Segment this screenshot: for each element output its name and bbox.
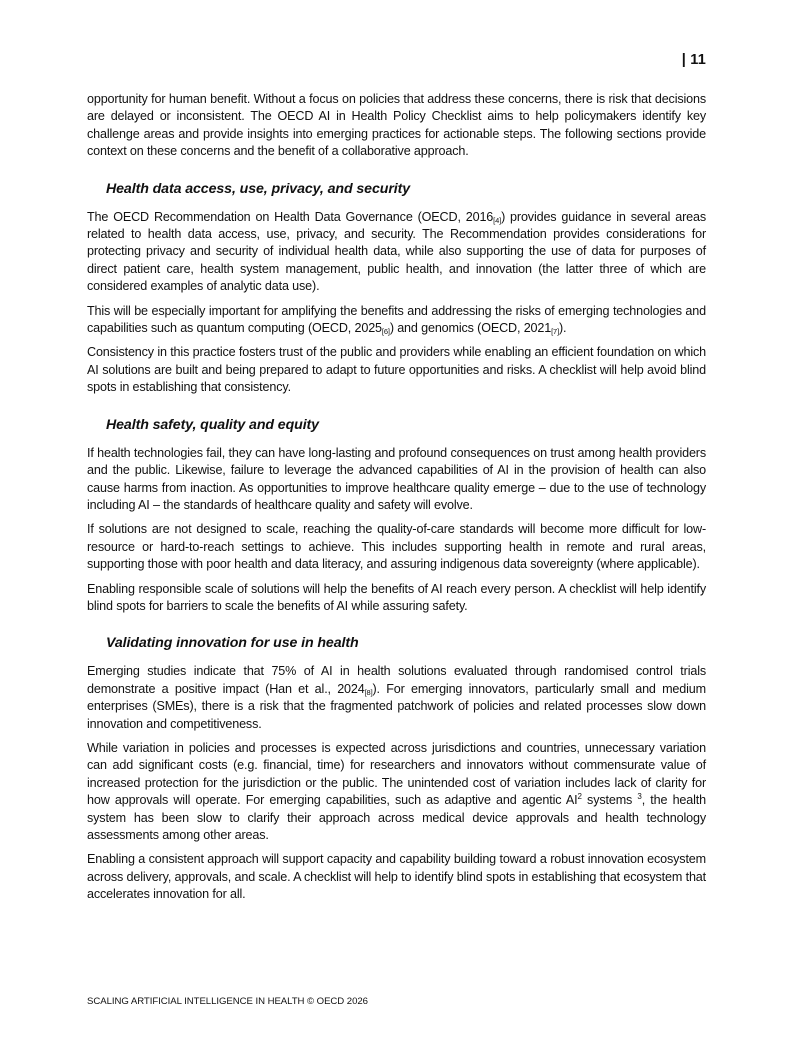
paragraph: If solutions are not designed to scale, reaching the quality-of-care standards will become more difficult for low-resource or hard-to-reach settings to achieve. This includes supporting health in remote and rural areas, supporting those with poor health and data literacy, and assuring indigenous data sovereignty (where applicable). bbox=[87, 522, 706, 572]
paragraph bbox=[87, 740, 706, 844]
reference-link[interactable]: [7] bbox=[551, 327, 559, 337]
text: ) and genomics (OECD, 2021 bbox=[389, 321, 552, 336]
paragraph: Consistency in this practice fosters trust of the public and providers while enabling an efficient foundation on which AI solutions are built and being prepared to adapt to future opportunities and risks. A checklist will help avoid blind spots in establishing that consistency. bbox=[87, 345, 706, 395]
section-heading-validating-innovation: Validating innovation for use in health bbox=[106, 635, 359, 652]
paragraph bbox=[87, 209, 706, 296]
text: ) provides guidance in several areas related to health data access, use, privacy, and security. The Recommendation provides considerations for protecting privacy and security of individual health data, while also supporting the use of data for purposes of direct patient care, health system management, public health, and innovation (the latter three of which are considered examples of analytic data use). bbox=[87, 209, 706, 294]
paragraph bbox=[87, 303, 706, 338]
reference-link[interactable]: [6] bbox=[381, 327, 390, 337]
paragraph: Enabling responsible scale of solutions will help the benefits of AI reach every person. A checklist will help identify blind spots for barriers to scale the benefits of AI while assuring safety. bbox=[87, 581, 706, 613]
text: ). For emerging innovators, particularly small and medium enterprises (SMEs), there is a risk that the fragmented patchwork of policies and related processes slow down innovation and competitiveness. bbox=[87, 681, 706, 731]
reference-link[interactable]: [4] bbox=[493, 215, 502, 225]
text: While variation in policies and processes is expected across jurisdictions and countries, unnecessary variation can add significant costs (e.g. financial, time) for researchers and innovators without commensurate value of increased protection for the jurisdiction or the public. The unintended cost of variation includes lack of clarity for how approvals will operate. For emerging capabilities, such as adaptive and agentic AI bbox=[87, 740, 706, 808]
section-heading-data-governance: Health data access, use, privacy, and security bbox=[106, 180, 410, 197]
page-number: | 11 bbox=[681, 52, 706, 68]
section-heading-safety-quality: Health safety, quality and equity bbox=[106, 416, 319, 433]
footnote-link[interactable]: 3 bbox=[637, 792, 642, 802]
intro-paragraph: opportunity for human benefit. Without a focus on policies that address these concerns, there is risk that decisions are delayed or inconsistent. The OECD AI in Health Policy Checklist aims to help policymakers identify key challenge areas and provide insights into emerging practices for actionable steps. The following sections provide context on these concerns and the benefit of a collaborative approach. bbox=[87, 92, 706, 159]
reference-link[interactable]: [8] bbox=[364, 687, 373, 697]
text: Emerging studies indicate that 75% of AI in health solutions evaluated through randomised control trials demonstrate a positive impact (Han et al., 2024 bbox=[87, 664, 706, 696]
text: , the health system has been slow to clarify their approach across medical device approvals and health technology assessments among other areas. bbox=[87, 793, 706, 842]
text: ). bbox=[559, 321, 567, 336]
text: The OECD Recommendation on Health Data Governance (OECD, 2016 bbox=[87, 209, 494, 224]
paragraph bbox=[87, 663, 706, 733]
paragraph: Enabling a consistent approach will support capacity and capability building toward a robust innovation ecosystem across delivery, approvals, and scale. A checklist will help to identify blind spots in establishing that ecosystem that accelerates innovation for all. bbox=[87, 852, 706, 902]
page-body bbox=[87, 91, 706, 911]
paragraph: If health technologies fail, they can have long-lasting and profound consequences on trust among health providers and the public. Likewise, failure to leverage the advanced capabilities of AI in the provision of health can also cause harms from inaction. As opportunities to improve healthcare quality emerge – due to the use of technology including AI – the standards of healthcare quality and safety will evolve. bbox=[87, 445, 706, 512]
footnote-link[interactable]: 2 bbox=[577, 792, 582, 802]
text: This will be especially important for amplifying the benefits and addressing the risks of emerging technologies and capabilities such as quantum computing (OECD, 2025 bbox=[87, 303, 706, 336]
page-footer: SCALING ARTIFICIAL INTELLIGENCE IN HEALTH © OECD 2026 bbox=[87, 996, 368, 1007]
text: systems bbox=[581, 793, 638, 808]
